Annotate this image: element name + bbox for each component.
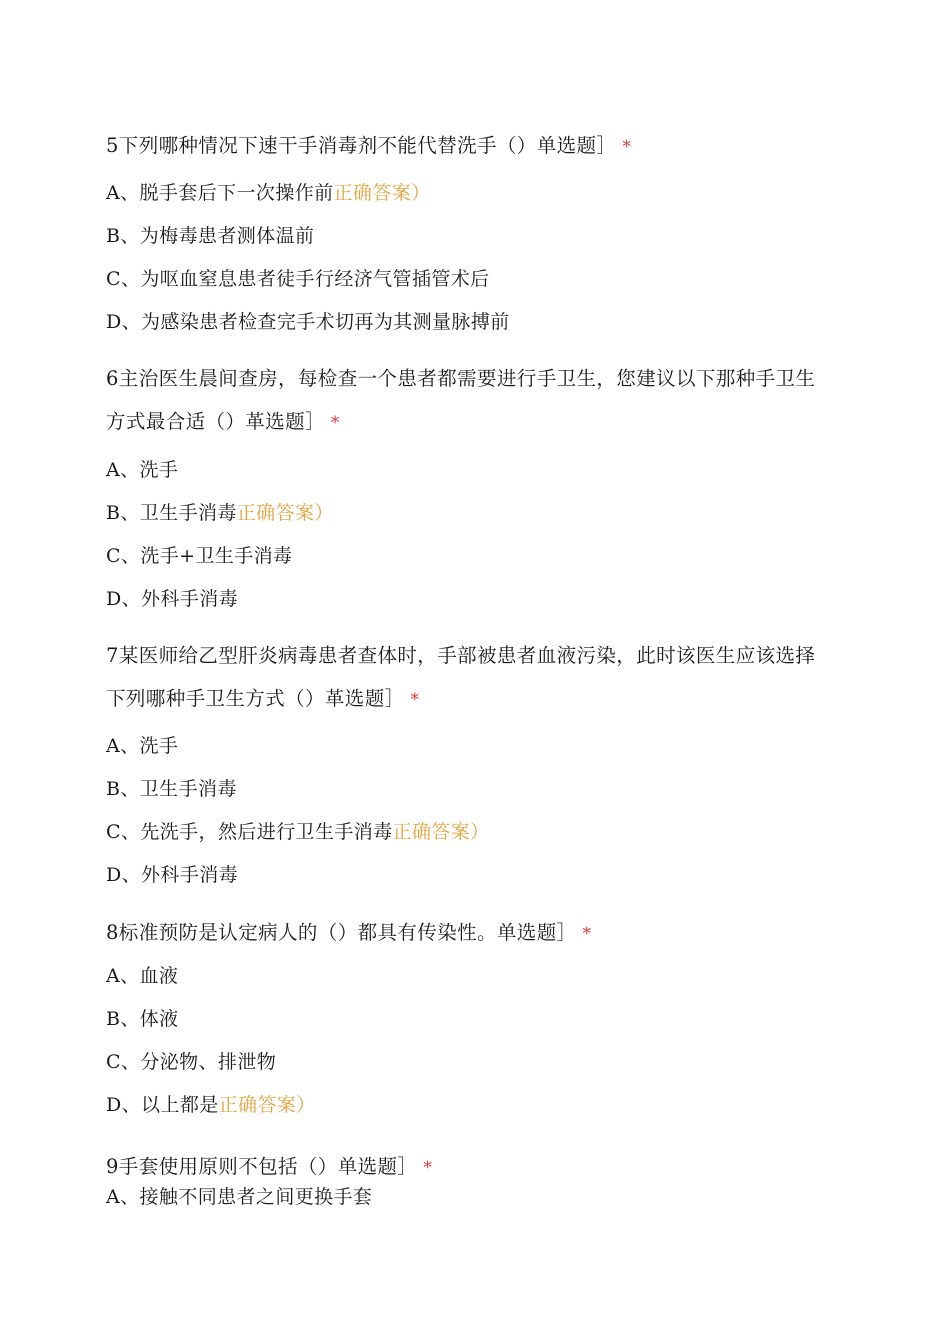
question-7-option-d: D、外科手消毒 (106, 864, 239, 886)
correct-answer-tag: 正确答案） (236, 502, 334, 524)
question-5-option-a: A、脱手套后下一次操作前正确答案） (106, 182, 431, 204)
question-5-option-c: C、为呕血窒息患者徒手行经济气管插管术后 (106, 268, 490, 290)
question-5-option-d: D、为感染患者检查完手术切再为其测量脉搏前 (106, 311, 510, 333)
question-9-option-a: A、接触不同患者之间更换手套 (106, 1186, 373, 1208)
required-mark: * (582, 924, 592, 944)
question-7-option-c: C、先洗手，然后进行卫生手消毒正确答案） (106, 821, 490, 843)
question-6-option-d: D、外科手消毒 (106, 588, 239, 610)
correct-answer-tag: 正确答案） (333, 182, 431, 204)
required-mark: * (410, 690, 420, 710)
question-8-option-d: D、以上都是正确答案） (106, 1094, 316, 1116)
question-8-option-b: B、体液 (106, 1008, 179, 1030)
question-8-option-c: C、分泌物、排泄物 (106, 1051, 277, 1073)
correct-answer-tag: 正确答案） (218, 1094, 316, 1116)
question-5-option-b: B、为梅毒患者测体温前 (106, 225, 315, 247)
question-9-title: 9手套使用原则不包括（）单选题］ * (106, 1155, 433, 1178)
question-6-title-line-2: 方式最合适（）革选题］ * (106, 410, 340, 433)
required-mark: * (423, 1158, 433, 1178)
question-6-option-b: B、卫生手消毒正确答案） (106, 502, 334, 524)
question-7-option-b: B、卫生手消毒 (106, 778, 237, 800)
question-8-title: 8标准预防是认定病人的（）都具有传染性。单选题］ * (106, 921, 592, 944)
question-6-option-a: A、洗手 (106, 459, 179, 481)
question-5-title: 5下列哪种情况下速干手消毒剂不能代替洗手（）单选题］ * (106, 134, 632, 157)
required-mark: * (330, 413, 340, 433)
question-6-title-line-1: 6主治医生晨间查房，每检查一个患者都需要进行手卫生，您建议以下那种手卫生 (106, 367, 816, 390)
correct-answer-tag: 正确答案） (392, 821, 490, 843)
question-7-option-a: A、洗手 (106, 735, 179, 757)
required-mark: * (622, 137, 632, 157)
question-8-option-a: A、血液 (106, 965, 179, 987)
question-7-title-line-1: 7某医师给乙型肝炎病毒患者查体时，手部被患者血液污染，此时该医生应该选择 (106, 644, 816, 667)
question-6-option-c: C、洗手+卫生手消毒 (106, 545, 293, 567)
question-7-title-line-2: 下列哪种手卫生方式（）革选题］ * (106, 687, 420, 710)
